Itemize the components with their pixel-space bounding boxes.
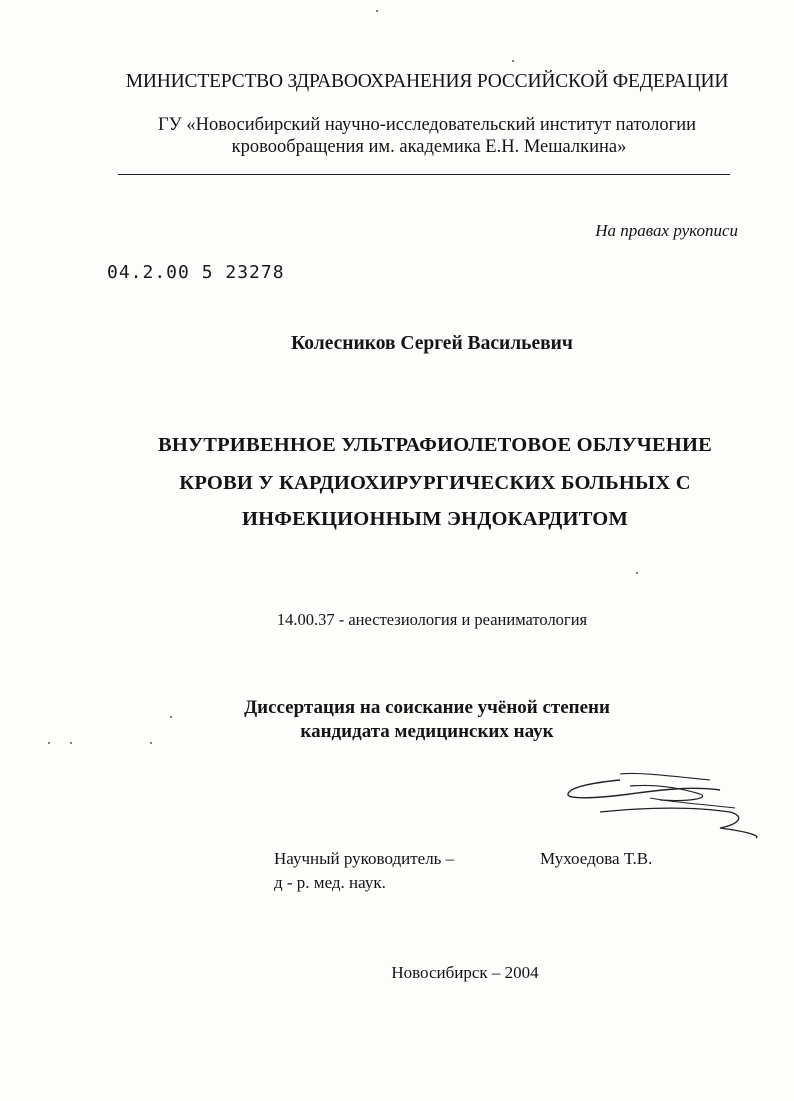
scan-speck bbox=[150, 742, 152, 744]
degree-line-2: кандидата медицинских наук bbox=[300, 721, 554, 742]
institute-name-line-2: кровообращения им. академика Е.Н. Мешалкина» bbox=[231, 137, 627, 157]
supervisor-degree: д - р. мед. наук. bbox=[274, 873, 386, 892]
institute-name-line-1: ГУ «Новосибирский научно-исследовательский институт патологии bbox=[157, 115, 697, 135]
registration-stamp: 04.2.00 5 23278 bbox=[107, 262, 285, 283]
specialty-code: 14.00.37 - анестезиология и реаниматология bbox=[276, 610, 588, 629]
scan-speck bbox=[48, 742, 50, 744]
author-name: Колесников Сергей Васильевич bbox=[291, 333, 573, 354]
city-year: Новосибирск – 2004 bbox=[391, 963, 539, 982]
thesis-title-line-2: КРОВИ У КАРДИОХИРУРГИЧЕСКИХ БОЛЬНЫХ С bbox=[179, 472, 691, 494]
scan-speck bbox=[512, 60, 514, 62]
supervisor-label: Научный руководитель – bbox=[274, 849, 455, 868]
scan-speck bbox=[636, 572, 638, 574]
signature-image bbox=[560, 768, 760, 848]
scan-speck bbox=[170, 716, 172, 718]
supervisor-name: Мухоедова Т.В. bbox=[540, 849, 653, 868]
rights-note: На правах рукописи bbox=[595, 221, 738, 240]
header-divider bbox=[118, 174, 730, 175]
thesis-title-line-1: ВНУТРИВЕННОЕ УЛЬТРАФИОЛЕТОВОЕ ОБЛУЧЕНИЕ bbox=[157, 434, 713, 456]
scan-speck bbox=[70, 742, 72, 744]
thesis-title-line-3: ИНФЕКЦИОННЫМ ЭНДОКАРДИТОМ bbox=[241, 508, 628, 530]
scan-speck bbox=[376, 10, 378, 12]
ministry-heading: МИНИСТЕРСТВО ЗДРАВООХРАНЕНИЯ РОССИЙСКОЙ ФЕДЕРАЦИИ bbox=[125, 71, 729, 92]
degree-line-1: Диссертация на соискание учёной степени bbox=[244, 697, 610, 718]
